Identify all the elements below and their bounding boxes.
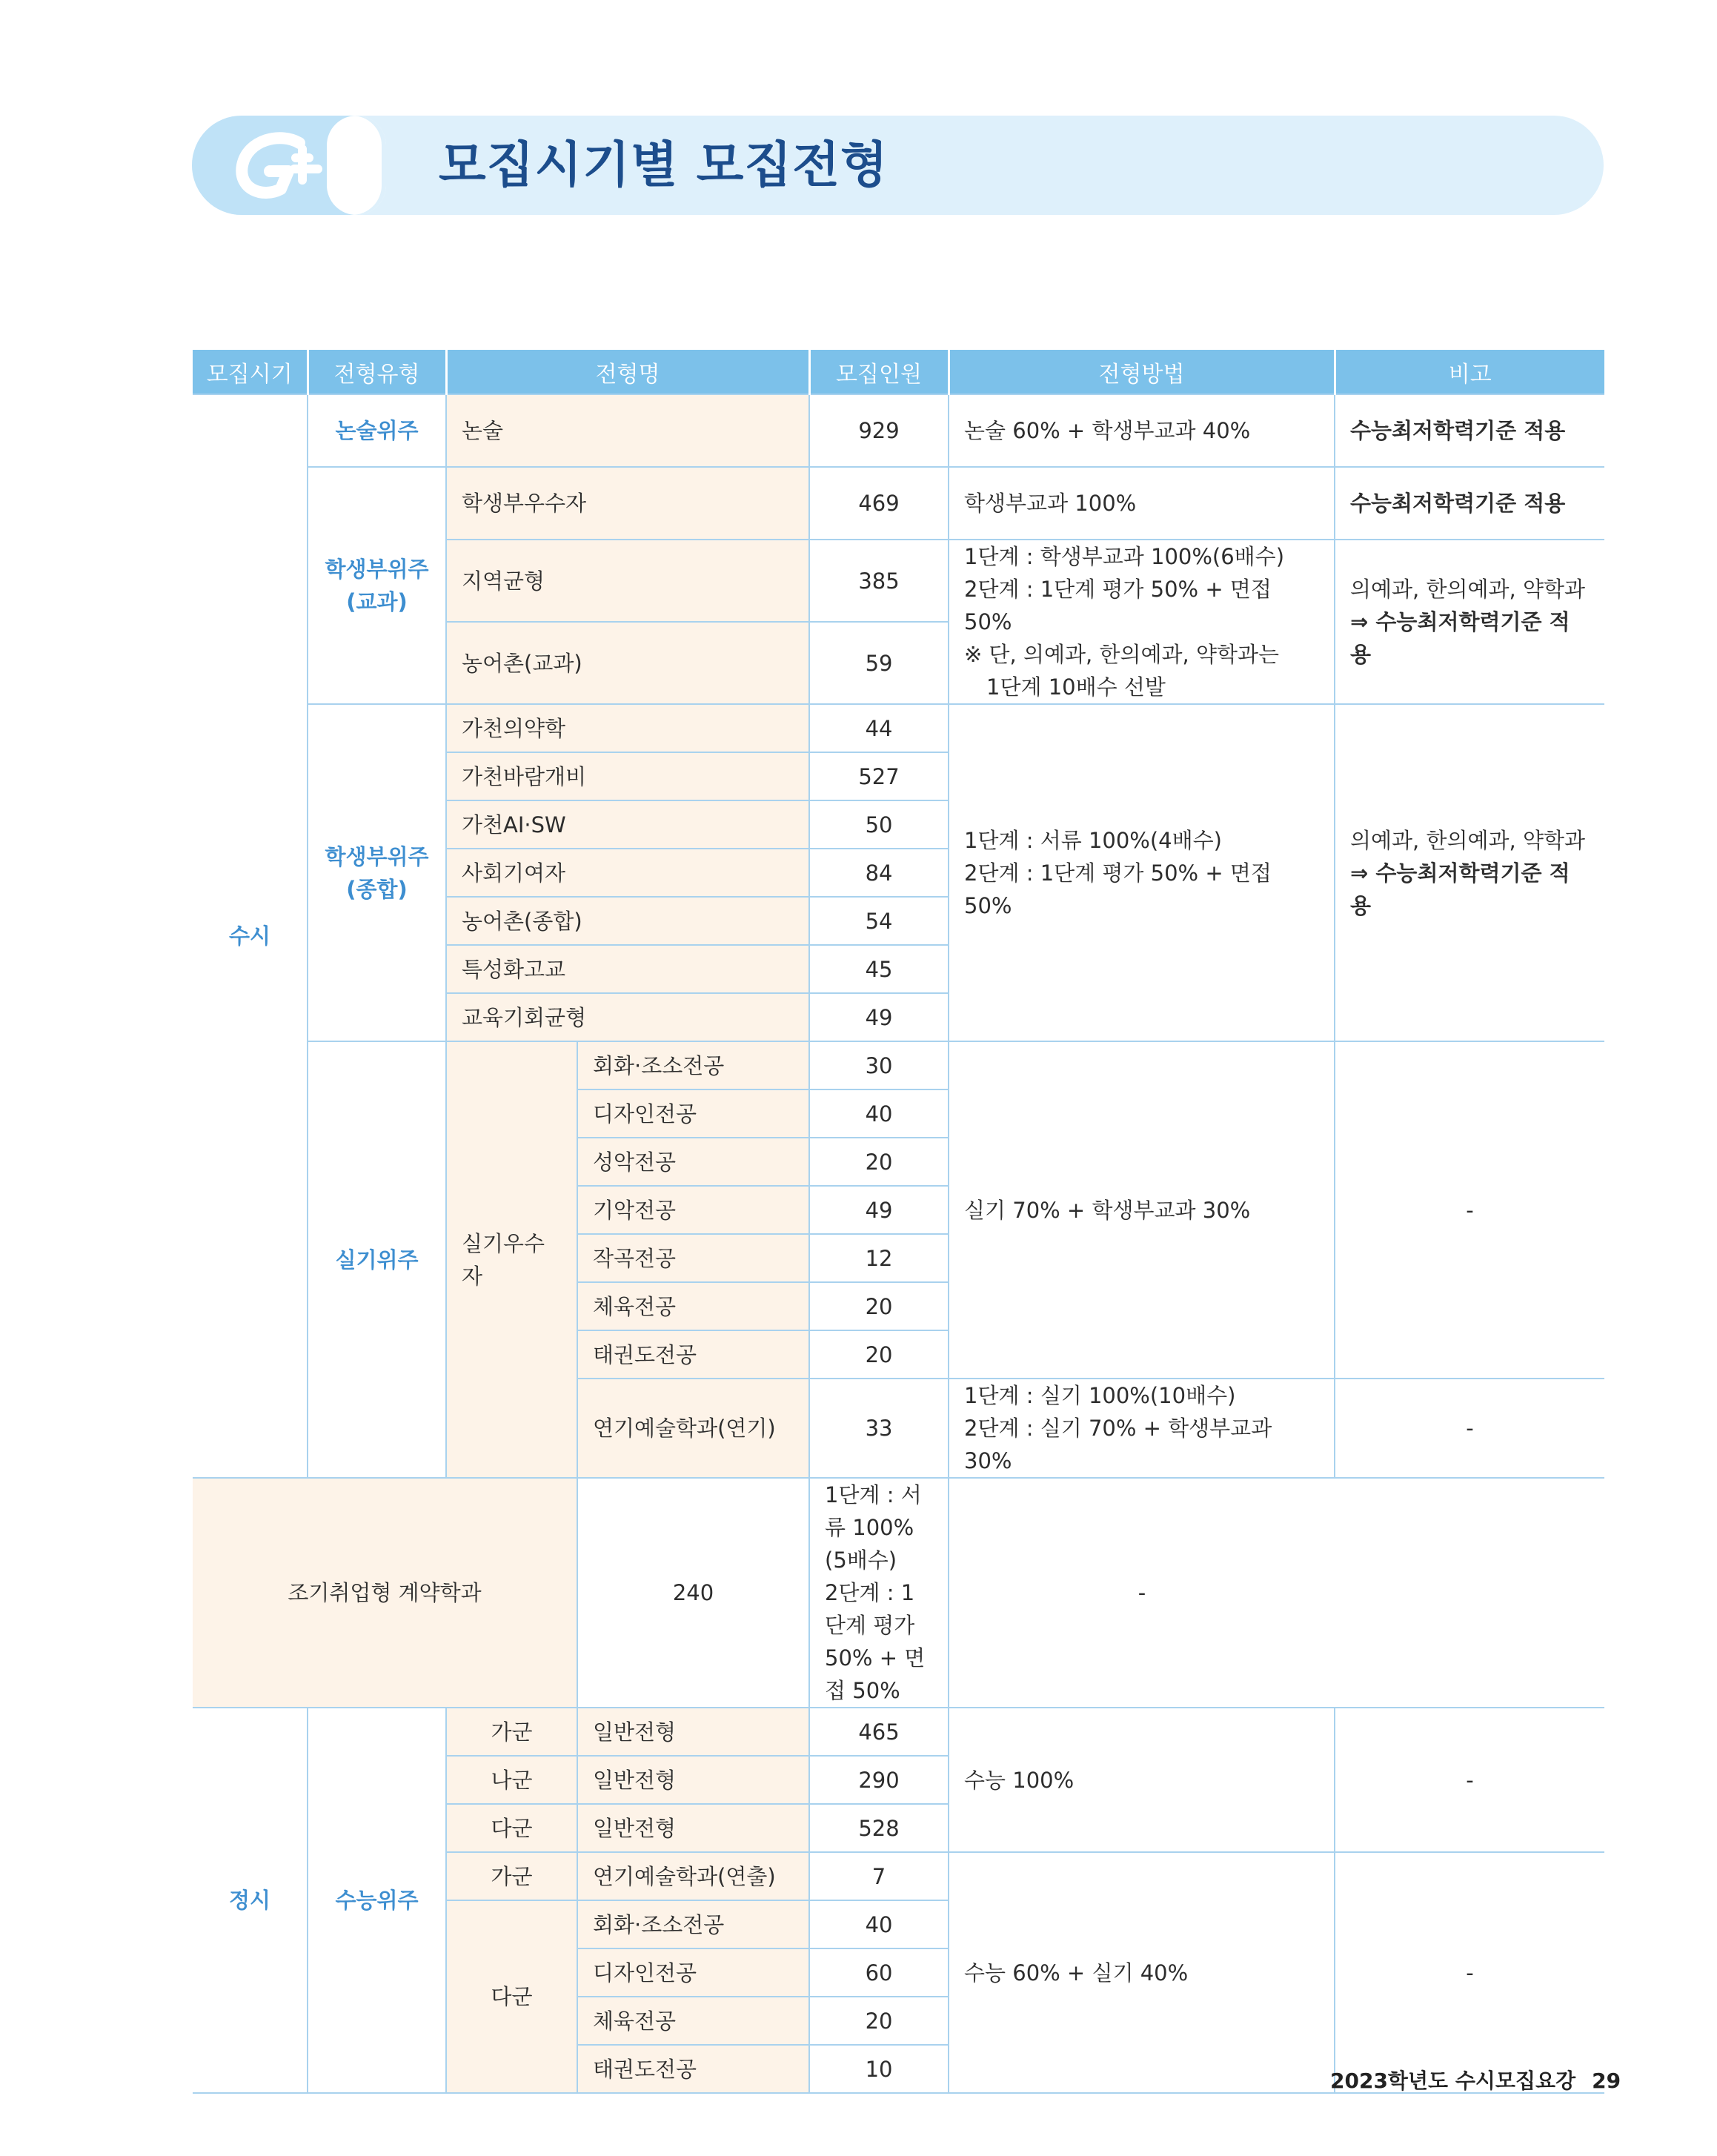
count-cell: 20 [809,1282,949,1330]
name-cell: 일반전형 [577,1708,809,1756]
count-cell: 44 [809,704,949,752]
count-cell: 54 [809,897,949,945]
count-cell: 469 [809,467,949,540]
university-logo [192,116,356,215]
name-cell: 농어촌(종합) [446,897,809,945]
period-jeongsi: 정시 [193,1708,308,2093]
count-cell: 33 [809,1379,949,1478]
method-cell: 수능 60% + 실기 40% [949,1852,1335,2093]
method-subnote: 1단계 10배수 선발 [986,674,1166,700]
type-line: 학생부위주 [325,843,429,869]
type-cell: 논술위주 [308,394,446,467]
type-line: (교과) [346,589,408,614]
name-cell: 일반전형 [577,1756,809,1804]
count-cell: 527 [809,752,949,800]
name-cell: 지역균형 [446,540,809,622]
count-cell: 290 [809,1756,949,1804]
note-line: 의예과, 한의예과, 약학과 [1350,827,1586,853]
count-cell: 40 [809,1900,949,1948]
type-cell [308,467,446,704]
count-cell: 20 [809,1997,949,2045]
method-line: 1단계 : 실기 100%(10배수) [964,1383,1236,1408]
page-title: 모집시기별 모집전형 [439,136,889,193]
count-cell: 60 [809,1948,949,1997]
count-cell: 20 [809,1330,949,1379]
group-cell: 다군 [446,1900,577,2093]
major-cell: 체육전공 [577,1282,809,1330]
count-cell: 240 [577,1478,809,1708]
count-cell: 20 [809,1138,949,1186]
name-cell: 디자인전공 [577,1948,809,1997]
group-cell: 가군 [446,1852,577,1900]
header-name: 전형명 [446,350,809,394]
count-cell: 385 [809,540,949,622]
method-line: 1단계 : 학생부교과 100%(6배수) [964,544,1285,569]
type-cell: 실기위주 [308,1041,446,1478]
note-cell: - [1335,1041,1604,1379]
footer-title: 2023학년도 수시모집요강 [1330,2069,1576,2093]
count-cell: 49 [809,1186,949,1234]
method-line: 2단계 : 1단계 평가 50% + 면접 50% [964,577,1272,634]
name-cell: 가천의약학 [446,704,809,752]
name-cell: 조기취업형 계약학과 [193,1478,577,1708]
type-cell [308,704,446,1041]
group-cell: 다군 [446,1804,577,1852]
method-cell: 수능 100% [949,1708,1335,1852]
name-cell: 특성화고교 [446,945,809,993]
header-period: 모집시기 [193,350,308,394]
count-cell: 45 [809,945,949,993]
note-cell: 수능최저학력기준 적용 [1335,394,1604,467]
type-cell: 수능위주 [308,1708,446,2093]
title-banner [192,116,1604,215]
type-line: (종합) [346,876,408,902]
logo-g-icon [229,128,340,202]
count-cell: 7 [809,1852,949,1900]
major-cell: 디자인전공 [577,1089,809,1138]
count-cell: 84 [809,849,949,897]
count-cell: 929 [809,394,949,467]
method-line: 2단계 : 실기 70% + 학생부교과 30% [964,1416,1272,1473]
method-cell: 논술 60% + 학생부교과 40% [949,394,1335,467]
group-cell: 가군 [446,1708,577,1756]
name-cell: 실기우수자 [446,1041,577,1478]
table-row [193,394,1604,467]
major-cell: 기악전공 [577,1186,809,1234]
admission-schedule-table [193,350,1604,2094]
name-cell: 회화·조소전공 [577,1900,809,1948]
method-subnote: ※ 단, 의예과, 한의예과, 약학과는 [964,642,1280,667]
count-cell: 12 [809,1234,949,1282]
method-cell [809,1478,949,1708]
note-cell [1335,704,1604,1041]
note-line: 의예과, 한의예과, 약학과 [1350,577,1586,602]
count-cell: 528 [809,1804,949,1852]
method-line: 1단계 : 서류 100%(5배수) [825,1482,922,1573]
method-line: 1단계 : 서류 100%(4배수) [964,827,1222,853]
name-cell: 체육전공 [577,1997,809,2045]
major-cell: 태권도전공 [577,1330,809,1379]
count-cell: 10 [809,2045,949,2093]
method-line: 2단계 : 1단계 평가 50% + 면접 50% [825,1580,926,1703]
header-count: 모집인원 [809,350,949,394]
table-row [193,704,1604,752]
count-cell: 50 [809,800,949,849]
table-row [193,1478,1604,1708]
group-cell: 나군 [446,1756,577,1804]
note-line: ⇒ 수능최저학력기준 적용 [1350,860,1570,918]
note-cell: - [949,1478,1335,1708]
page-footer [1330,2065,1621,2094]
name-cell: 학생부우수자 [446,467,809,540]
header-type: 전형유형 [308,350,446,394]
note-cell: 수능최저학력기준 적용 [1335,467,1604,540]
major-cell: 연기예술학과(연기) [577,1379,809,1478]
name-cell: 교육기회균형 [446,993,809,1041]
period-susi: 수시 [193,394,308,1478]
major-cell: 성악전공 [577,1138,809,1186]
table-header-row [193,350,1604,394]
name-cell: 가천AI·SW [446,800,809,849]
note-cell: - [1335,1379,1604,1478]
method-cell [949,1379,1335,1478]
header-method: 전형방법 [949,350,1335,394]
name-cell: 일반전형 [577,1804,809,1852]
header-note: 비고 [1335,350,1604,394]
count-cell: 59 [809,622,949,704]
name-cell: 논술 [446,394,809,467]
note-cell [1335,540,1604,704]
name-cell: 연기예술학과(연출) [577,1852,809,1900]
note-cell: - [1335,1708,1604,1852]
method-cell [949,704,1335,1041]
name-cell: 농어촌(교과) [446,622,809,704]
method-line: 2단계 : 1단계 평가 50% + 면접 50% [964,860,1272,918]
count-cell: 40 [809,1089,949,1138]
count-cell: 465 [809,1708,949,1756]
type-line: 학생부위주 [325,557,429,582]
method-cell: 실기 70% + 학생부교과 30% [949,1041,1335,1379]
table-row [193,1041,1604,1089]
count-cell: 30 [809,1041,949,1089]
name-cell: 가천바람개비 [446,752,809,800]
count-cell: 49 [809,993,949,1041]
table-row [193,467,1604,540]
major-cell: 작곡전공 [577,1234,809,1282]
major-cell: 회화·조소전공 [577,1041,809,1089]
page-number: 29 [1592,2069,1621,2093]
note-cell: - [1335,1852,1604,2093]
name-cell: 태권도전공 [577,2045,809,2093]
note-line: ⇒ 수능최저학력기준 적용 [1350,609,1570,667]
method-cell: 학생부교과 100% [949,467,1335,540]
method-cell [949,540,1335,704]
table-row [193,1708,1604,1756]
name-cell: 사회기여자 [446,849,809,897]
